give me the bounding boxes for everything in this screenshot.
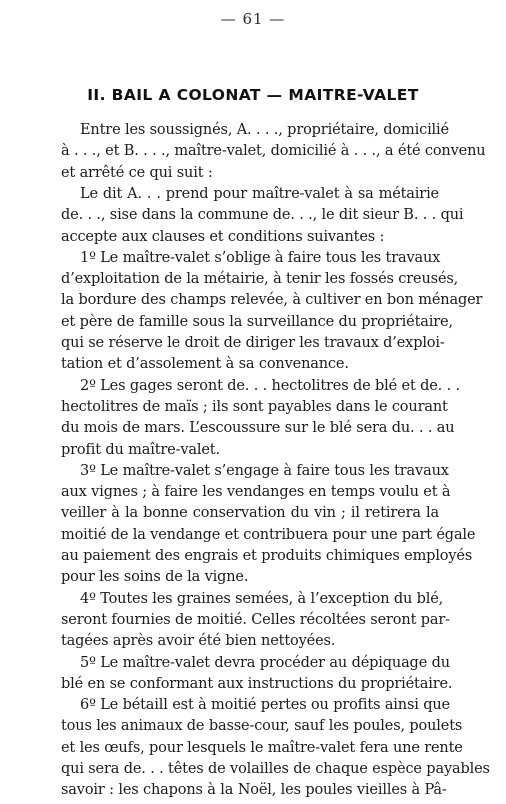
text-line: 3º Le maître-valet s’engage à faire tous les travaux bbox=[80, 462, 449, 479]
text-line: de. . ., sise dans la commune de. . ., le dit sieur B. . . qui bbox=[61, 207, 464, 224]
text-line: la bordure des champs relevée, à cultiver en bon ménager bbox=[61, 292, 483, 309]
text-line: blé en se conformant aux instructions du propriétaire. bbox=[61, 675, 453, 692]
text-line: veiller à la bonne conservation du vin ; il retirera la bbox=[61, 505, 439, 522]
text-line: aux vignes ; à faire les vendanges en temps voulu et à bbox=[61, 484, 451, 501]
text-line: et père de famille sous la surveillance du propriétaire, bbox=[61, 313, 453, 330]
text-line: tation et d’assolement à sa convenance. bbox=[61, 356, 349, 373]
text-line: savoir : les chapons à la Noël, les poules vieilles à Pâ- bbox=[61, 782, 447, 799]
text-line: du mois de mars. L’escoussure sur le blé sera du. . . au bbox=[61, 420, 455, 437]
text-line: hectolitres de maïs ; ils sont payables dans le courant bbox=[61, 398, 448, 415]
text-line: qui sera de. . . têtes de volailles de chaque espèce payables bbox=[61, 761, 490, 777]
text-line: 2º Les gages seront de. . . hectolitres de blé et de. . . bbox=[80, 377, 460, 394]
text-line: Entre les soussignés, A. . . ., propriétaire, domicilié bbox=[80, 122, 449, 138]
text-line: seront fournies de moitié. Celles récoltées seront par- bbox=[61, 611, 450, 628]
text-line: tagées après avoir été bien nettoyées. bbox=[61, 633, 336, 650]
page-number: — 61 — bbox=[220, 10, 286, 28]
text-line: accepte aux clauses et conditions suivantes : bbox=[61, 228, 385, 245]
text-line: pour les soins de la vigne. bbox=[61, 569, 249, 586]
text-line: profit du maître-valet. bbox=[61, 441, 220, 458]
text-line: tous les animaux de basse-cour, sauf les poules, poulets bbox=[61, 718, 463, 735]
text-line: 4º Toutes les graines semées, à l’exception du blé, bbox=[80, 590, 444, 607]
section-title: II. BAIL A COLONAT — MAITRE-VALET bbox=[87, 86, 419, 104]
text-line: et arrêté ce qui suit : bbox=[61, 164, 213, 181]
text-line: 1º Le maître-valet s’oblige à faire tous les travaux bbox=[80, 249, 441, 266]
text-line: 5º Le maître-valet devra procéder au dépiquage du bbox=[80, 654, 450, 671]
text-line: au paiement des engrais et produits chimiques employés bbox=[61, 548, 473, 564]
text-line: moitié de la vendange et contribuera pour une part égale bbox=[61, 526, 476, 543]
text-line: Le dit A. . . prend pour maître-valet à sa métairie bbox=[80, 185, 439, 202]
text-line: d’exploitation de la métairie, à tenir les fossés creusés, bbox=[61, 271, 459, 288]
text-line: à . . ., et B. . . ., maître-valet, domicilié à . . ., a été convenu bbox=[61, 143, 486, 160]
text-line: et les œufs, pour lesquels le maître-valet fera une rente bbox=[61, 739, 463, 756]
text-line: 6º Le bétaill est à moitié pertes ou profits ainsi que bbox=[80, 697, 450, 714]
text-line: qui se réserve le droit de diriger les travaux d’exploi- bbox=[61, 335, 445, 351]
